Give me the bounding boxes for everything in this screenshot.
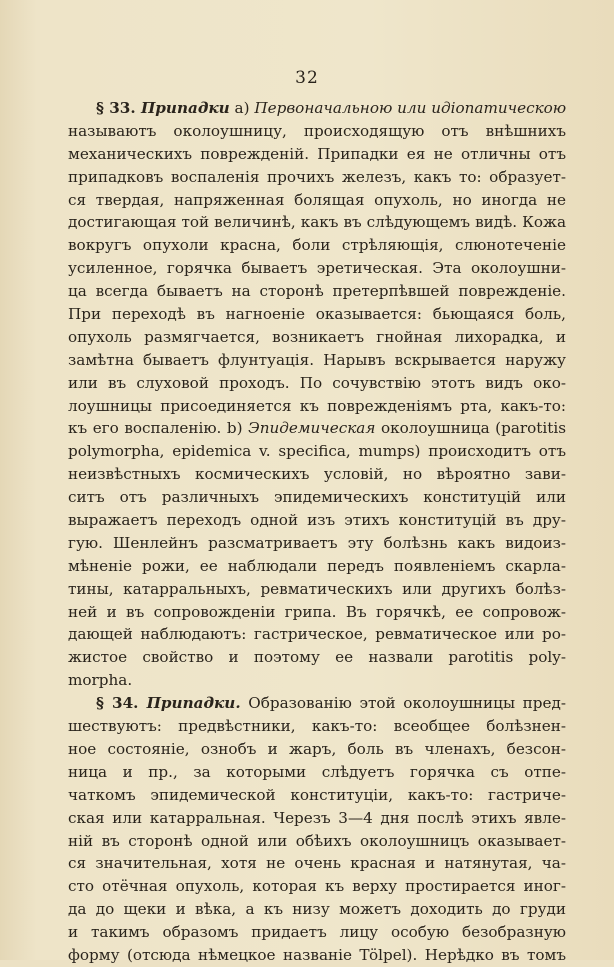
- text-line: [68, 486, 566, 509]
- text-segment: ся значительная, хотя не очень красная и натянутая, ча-: [68, 854, 566, 873]
- text-line: [68, 875, 566, 898]
- text-segment: форму (отсюда нѣмецкое названiе Tölpel). Нерѣдко въ томъ: [68, 945, 566, 964]
- text-line: [68, 349, 566, 372]
- text-segment: да до щеки и вѣка, а къ низу можетъ доходить до груди: [68, 900, 566, 919]
- text-segment: усиленное, горячка бываетъ эретическая. Эта околоушни-: [68, 259, 566, 278]
- text-segment: § 33.: [96, 99, 141, 117]
- text-segment: жистое свойство и поэтому ее назвали parotitis poly-: [68, 648, 566, 667]
- text-segment: polymorpha, epidemica v. specifica, mumps) происходитъ отъ: [68, 442, 566, 461]
- text-line: [68, 257, 566, 280]
- text-segment: тины, катарральныхъ, ревматическихъ или другихъ болѣз-: [68, 579, 566, 598]
- text-segment: и такимъ образомъ придаетъ лицу особую безобразную: [68, 923, 566, 942]
- text-line: [68, 143, 566, 166]
- text-segment: нiй въ сторонѣ одной или обѣихъ околоушницъ оказывает-: [68, 831, 566, 850]
- text-segment: шествуютъ: предвѣстники, какъ-то: всеобщее болѣзнен-: [68, 717, 566, 736]
- text-line: [68, 303, 566, 326]
- body-text: [68, 97, 566, 967]
- text-segment: къ его воспаленiю. b): [68, 419, 249, 438]
- text-segment: или въ слуховой проходъ. По сочувствiю этотъ видъ око-: [68, 373, 566, 392]
- text-line: [68, 189, 566, 212]
- text-line: [68, 532, 566, 555]
- text-line: [68, 921, 566, 944]
- text-segment: вокругъ опухоли красна, боли стрѣляющiя, слюнотеченiе: [68, 236, 566, 255]
- text-segment: достигающая той величинѣ, какъ въ слѣдующемъ видѣ. Кожа: [68, 213, 566, 232]
- text-segment: ся твердая, напряженная болящая опухоль, но иногда не: [68, 190, 566, 209]
- text-segment: ситъ отъ различныхъ эпидемическихъ конституцiй или: [68, 488, 566, 507]
- text-line: [68, 234, 566, 257]
- text-line: [68, 623, 566, 646]
- text-line: [68, 555, 566, 578]
- text-line: [68, 440, 566, 463]
- page-number: 32: [295, 68, 319, 88]
- text-line: [68, 509, 566, 532]
- text-segment: механическихъ поврежденiй. Припадки ея не отличны отъ: [68, 144, 566, 163]
- text-segment: ница и пр., за которыми слѣдуетъ горячка съ отпе-: [68, 762, 566, 781]
- text-line: [68, 280, 566, 303]
- text-line: [68, 944, 566, 967]
- text-line: [68, 578, 566, 601]
- text-segment: Припадки: [140, 99, 230, 117]
- text-segment: околоушница (parotitis: [375, 419, 566, 438]
- text-line: [68, 807, 566, 830]
- text-line: [68, 784, 566, 807]
- text-line: [68, 646, 566, 669]
- text-segment: ное состоянiе, ознобъ и жаръ, боль въ членахъ, безсон-: [68, 739, 566, 758]
- text-segment: замѣтна бываетъ флунтуацiя. Нарывъ вскрывается наружу: [68, 350, 566, 369]
- text-segment: дающей наблюдаютъ: гастрическое, ревматическое или ро-: [68, 625, 566, 644]
- text-segment: опухоль размягчается, возникаетъ гнойная лихорадка, и: [68, 327, 566, 346]
- text-line: [68, 463, 566, 486]
- text-line: [68, 395, 566, 418]
- text-line: [68, 372, 566, 395]
- text-segment: ней и въ сопровожденiи грипа. Въ горячкѣ, ее сопровож-: [68, 602, 566, 621]
- text-line: [68, 211, 566, 234]
- text-segment: ская или катарральная. Черезъ 3—4 дня послѣ этихъ явле-: [68, 808, 566, 827]
- text-line: [68, 852, 566, 875]
- text-line: [68, 120, 566, 143]
- text-line: [68, 97, 566, 120]
- text-segment: morpha.: [68, 671, 133, 690]
- text-segment: чаткомъ эпидемической конституцiи, какъ-то: гастриче-: [68, 785, 566, 804]
- text-line: [68, 692, 566, 715]
- text-segment: неизвѣстныхъ космическихъ условiй, но вѣроятно зави-: [68, 465, 566, 484]
- text-segment: При переходѣ въ нагноенiе оказывается: бьющаяся боль,: [68, 305, 566, 324]
- text-line: [68, 715, 566, 738]
- text-segment: выражаетъ переходъ одной изъ этихъ конституцiй въ дру-: [68, 511, 566, 530]
- text-segment: гую. Шенлейнъ разсматриваетъ эту болѣзнь какъ видоиз-: [68, 533, 566, 552]
- text-line: [68, 898, 566, 921]
- text-segment: § 34.: [96, 694, 147, 713]
- text-line: [68, 669, 566, 692]
- text-segment: Образованiю этой околоушницы пред-: [240, 694, 566, 713]
- text-segment: называютъ околоушницу, происходящую отъ внѣшнихъ: [68, 121, 566, 140]
- text-segment: ца всегда бываетъ на сторонѣ претерпѣвшей поврежденiе.: [68, 282, 566, 301]
- text-segment: припадковъ воспаленiя прочихъ железъ, какъ то: образует-: [68, 167, 566, 186]
- text-segment: лоушницы присоединяется къ поврежденiямъ рта, какъ-то:: [68, 396, 566, 415]
- text-segment: Первоначальною или идiопатическою: [254, 99, 566, 117]
- text-line: [68, 761, 566, 784]
- text-line: [68, 166, 566, 189]
- text-line: [68, 738, 566, 761]
- text-segment: сто отёчная опухоль, которая къ верху простирается иног-: [68, 877, 566, 896]
- text-line: [68, 326, 566, 349]
- text-segment: а): [229, 99, 255, 117]
- text-segment: Припадки.: [146, 694, 241, 713]
- text-line: [68, 417, 566, 440]
- text-line: [68, 601, 566, 624]
- text-line: [68, 830, 566, 853]
- text-segment: Эпидемическая: [248, 419, 376, 438]
- text-segment: мѣненiе рожи, ее наблюдали передъ появленiемъ скарла-: [68, 556, 566, 575]
